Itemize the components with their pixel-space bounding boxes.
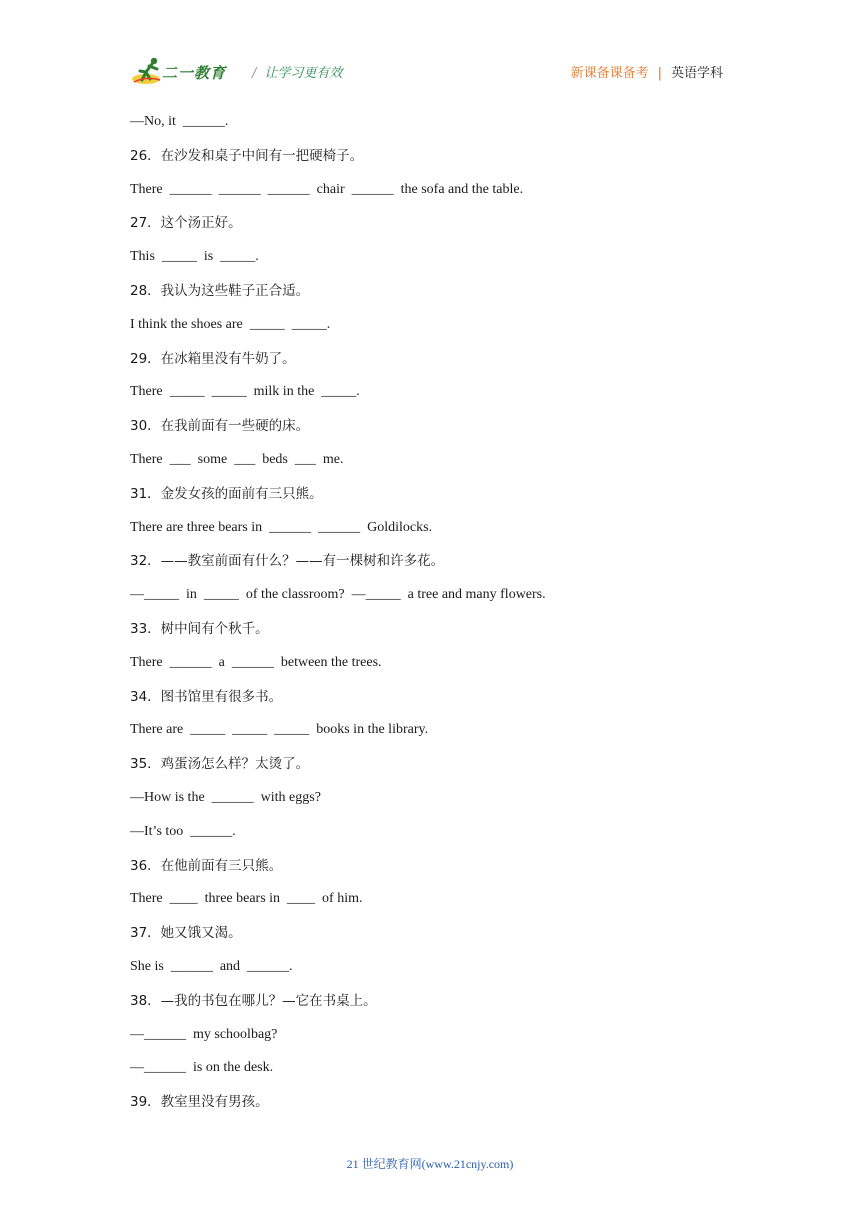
answer-line: I think the shoes are _____ _____.	[130, 316, 331, 332]
question-prompt: 35．鸡蛋汤怎么样？太烫了。	[130, 756, 310, 773]
answer-line: There _____ _____ milk in the _____.	[130, 384, 360, 400]
question-prompt: 32．——教室前面有什么？——有一棵树和许多花。	[130, 553, 445, 570]
answer-line: This _____ is _____.	[130, 249, 259, 265]
question-prompt: 30．在我前面有一些硬的床。	[130, 418, 310, 435]
tag-subject: 英语学科	[670, 66, 723, 81]
question-prompt: 29．在冰箱里没有牛奶了。	[130, 350, 296, 367]
question-prompt: 37．她又饿又渴。	[130, 925, 242, 942]
question-prompt: 27．这个汤正好。	[130, 215, 242, 232]
slogan-text: 让学习更有效	[264, 66, 343, 81]
page-footer: 21 世纪教育网(www.21cnjy.com)	[346, 1157, 514, 1171]
tag-course-prep: 新课备课备考	[570, 66, 649, 81]
logo	[132, 54, 242, 90]
question-prompt: 31．金发女孩的面前有三只熊。	[130, 485, 323, 502]
answer-line: There ______ ______ ______ chair ______ the sofa and the table.	[130, 181, 524, 197]
header-separator: |	[657, 66, 662, 81]
question-prompt: 26．在沙发和桌子中间有一把硬椅子。	[130, 147, 364, 164]
answer-line: There ______ a ______ between the trees.	[130, 654, 382, 670]
question-prompt: 34．图书馆里有很多书。	[130, 688, 283, 705]
logo-text: 二一教育	[162, 64, 227, 82]
page-header	[0, 0, 860, 100]
header-tags	[571, 62, 723, 81]
answer-line: There ___ some ___ beds ___ me.	[130, 451, 344, 467]
question-prompt: 39．教室里没有男孩。	[130, 1094, 269, 1111]
answer-line: She is ______ and ______.	[130, 958, 293, 974]
answer-line: —No, it ______.	[130, 114, 229, 129]
answer-line: There are _____ _____ _____ books in the library.	[130, 722, 429, 738]
slogan: / 让学习更有效	[252, 66, 343, 81]
answer-line: —______ my schoolbag?	[130, 1026, 278, 1042]
answer-line: —_____ in _____ of the classroom? —_____ a tree and many flowers.	[130, 587, 546, 603]
answer-line: There are three bears in ______ ______ Goldilocks.	[130, 519, 433, 535]
answer-line: —It’s too ______.	[130, 823, 236, 839]
exercise-content	[130, 112, 750, 1126]
answer-line: There ____ three bears in ____ of him.	[130, 891, 363, 907]
answer-line: —How is the ______ with eggs?	[130, 789, 321, 805]
question-prompt: 28．我认为这些鞋子正合适。	[130, 282, 310, 299]
answer-line: —______ is on the desk.	[130, 1060, 274, 1076]
question-prompt: 38．—我的书包在哪儿？—它在书桌上。	[130, 992, 377, 1009]
question-prompt: 36．在他前面有三只熊。	[130, 857, 283, 874]
question-prompt: 33．树中间有个秋千。	[130, 620, 269, 637]
